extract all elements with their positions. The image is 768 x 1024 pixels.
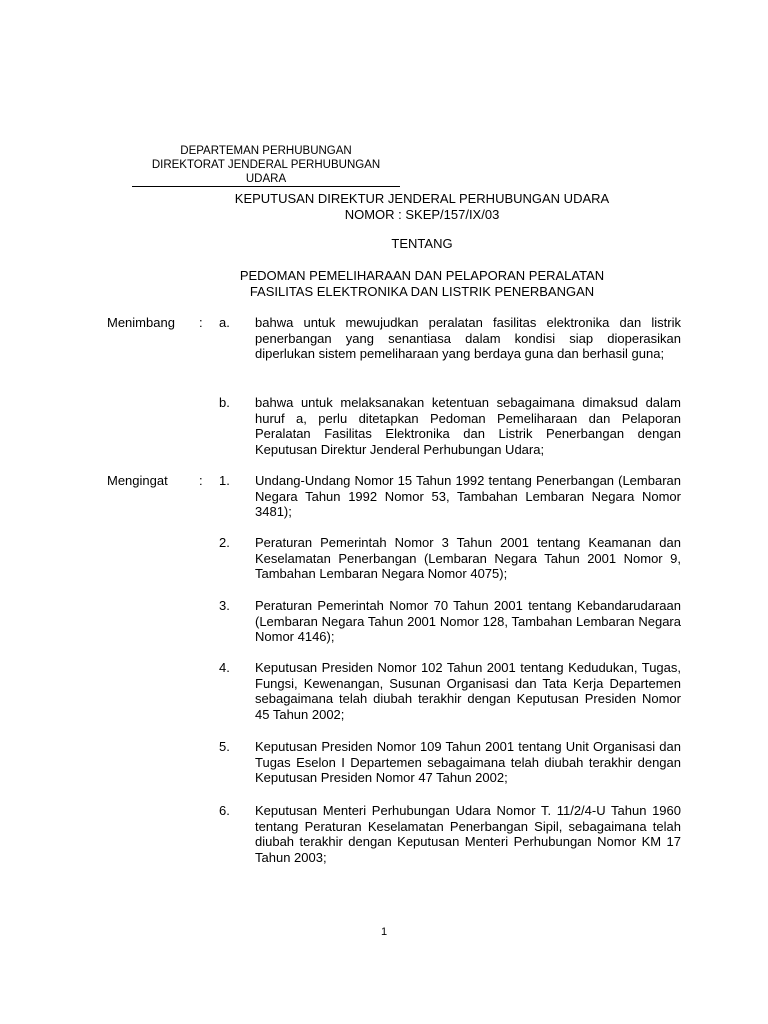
mengingat-colon: : (199, 473, 203, 488)
item-marker: 4. (219, 660, 230, 675)
department-name: DEPARTEMAN PERHUBUNGAN (180, 145, 352, 157)
mengingat-label: Mengingat (107, 473, 168, 488)
item-text: Peraturan Pemerintah Nomor 70 Tahun 2001 tentang Kebandarudaraan (Lembaran Negara Tahun 2001 Nomor 128, Tambahan Lembaran Negara Nomor 4146); (255, 598, 681, 644)
directorate-name: DIREKTORAT JENDERAL PERHUBUNGAN UDARA (132, 158, 400, 187)
decree-title-block (230, 191, 614, 222)
item-marker: b. (219, 395, 230, 410)
item-marker: 6. (219, 803, 230, 818)
organization-header (132, 144, 400, 187)
decree-subject (230, 268, 614, 299)
item-text: bahwa untuk mewujudkan peralatan fasilitas elektronika dan listrik penerbangan yang senantiasa dalam kondisi siap dioperasikan diperlukan sistem pemeliharaan yang berdaya guna dan berhasil guna; (255, 315, 681, 361)
item-marker: 1. (219, 473, 230, 488)
decree-title: KEPUTUSAN DIREKTUR JENDERAL PERHUBUNGAN UDARA (234, 191, 610, 206)
item-text: Peraturan Pemerintah Nomor 3 Tahun 2001 tentang Keamanan dan Keselamatan Penerbangan (Lembaran Negara Tahun 2001 Nomor 9, Tambahan Lembaran Negara Nomor 4075); (255, 535, 681, 581)
subject-line-1: PEDOMAN PEMELIHARAAN DAN PELAPORAN PERALATAN (239, 268, 605, 283)
menimbang-colon: : (199, 315, 203, 330)
item-marker: a. (219, 315, 230, 330)
item-marker: 2. (219, 535, 230, 550)
about-label: TENTANG (391, 236, 453, 251)
decree-number: NOMOR : SKEP/157/IX/03 (344, 206, 500, 222)
item-marker: 3. (219, 598, 230, 613)
decree-about (230, 236, 614, 252)
item-text: bahwa untuk melaksanakan ketentuan sebagaimana dimaksud dalam huruf a, perlu ditetapkan Pedoman Pemeliharaan dan Pelaporan Peralatan Fasilitas Elektronika dan Listrik Penerbangan dengan Keputusan Direktur Jenderal Perhubungan Udara; (255, 395, 681, 457)
menimbang-label: Menimbang (107, 315, 175, 330)
item-text: Undang-Undang Nomor 15 Tahun 1992 tentang Penerbangan (Lembaran Negara Tahun 1992 Nomor 53, Tambahan Lembaran Negara Nomor 3481); (255, 473, 681, 519)
item-text: Keputusan Presiden Nomor 102 Tahun 2001 tentang Kedudukan, Tugas, Fungsi, Kewenangan, Susunan Organisasi dan Tata Kerja Departemen sebagaimana telah diubah terakhir dengan Keputusan Presiden Nomor 45 Tahun 2002; (255, 660, 681, 722)
item-marker: 5. (219, 739, 230, 754)
item-text: Keputusan Menteri Perhubungan Udara Nomor T. 11/2/4-U Tahun 1960 tentang Peraturan Keselamatan Penerbangan Sipil, sebagaimana telah diubah terakhir dengan Keputusan Menteri Perhubungan Nomor KM 17 Tahun 2003; (255, 803, 681, 865)
page-number: 1 (380, 926, 388, 938)
subject-line-2: FASILITAS ELEKTRONIKA DAN LISTRIK PENERBANGAN (249, 283, 595, 299)
item-text: Keputusan Presiden Nomor 109 Tahun 2001 tentang Unit Organisasi dan Tugas Eselon I Departemen sebagaimana telah diubah terakhir dengan Keputusan Presiden Nomor 47 Tahun 2002; (255, 739, 681, 785)
